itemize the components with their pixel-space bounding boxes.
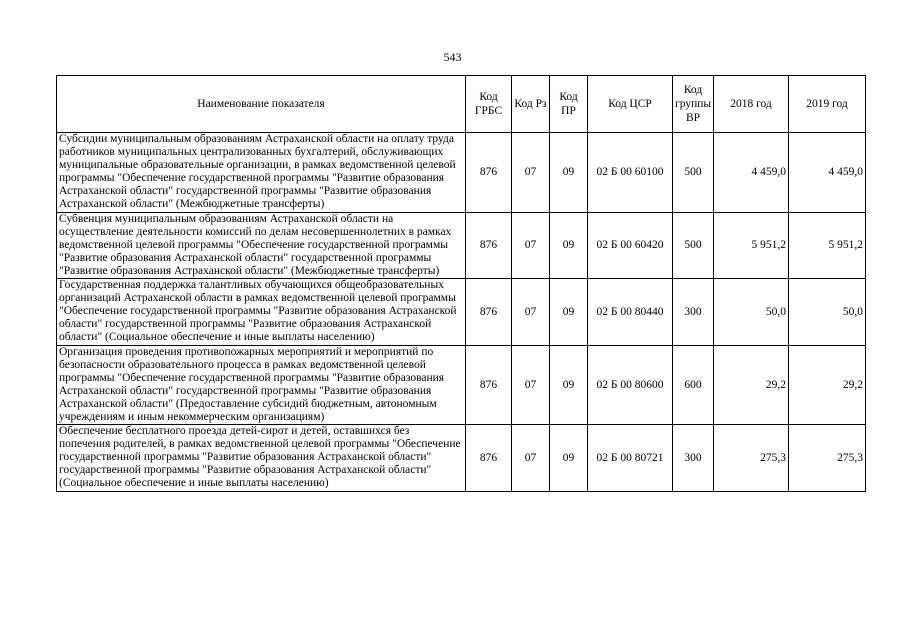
- row-pr: 09: [550, 133, 588, 213]
- row-vr: 300: [673, 279, 714, 345]
- row-grbs: 876: [466, 345, 512, 425]
- row-name: Субсидии муниципальным образованиям Астраханской области на оплату труда работников муниципальных централизованных бухгалтерий, обслуживающих муниципальные образовательные организации, в рамках ведомственной целевой программы "Обеспечение государственной программы "Развитие образования Астраханской области" государственной программы "Развитие образования Астраханской области" (Межбюджетные трансферты): [57, 133, 466, 213]
- row-grbs: 876: [466, 212, 512, 278]
- row-csr: 02 Б 00 60100: [588, 133, 673, 213]
- table-row: [57, 345, 866, 425]
- row-2019: 29,2: [789, 345, 866, 425]
- row-vr: 300: [673, 425, 714, 491]
- row-csr: 02 Б 00 60420: [588, 212, 673, 278]
- row-csr: 02 Б 00 80721: [588, 425, 673, 491]
- row-csr: 02 Б 00 80440: [588, 279, 673, 345]
- row-vr: 500: [673, 133, 714, 213]
- header-2018: 2018 год: [714, 76, 789, 133]
- row-vr: 600: [673, 345, 714, 425]
- header-rz: Код Рз: [512, 76, 550, 133]
- row-pr: 09: [550, 212, 588, 278]
- row-pr: 09: [550, 279, 588, 345]
- row-2018: 275,3: [714, 425, 789, 491]
- header-grbs: Код ГРБС: [466, 76, 512, 133]
- header-pr: Код ПР: [550, 76, 588, 133]
- row-pr: 09: [550, 345, 588, 425]
- row-pr: 09: [550, 425, 588, 491]
- header-name: Наименование показателя: [57, 76, 466, 133]
- row-grbs: 876: [466, 133, 512, 213]
- table-row: [57, 212, 866, 278]
- row-2018: 50,0: [714, 279, 789, 345]
- row-vr: 500: [673, 212, 714, 278]
- row-name: Государственная поддержка талантливых обучающихся общеобразовательных организаций Астраханской области в рамках ведомственной целевой программы "Обеспечение государственной программы "Развитие образования Астраханской области" государственной программы "Развитие образования Астраханской области" (Социальное обеспечение и иные выплаты населению): [57, 279, 466, 345]
- row-grbs: 876: [466, 425, 512, 491]
- row-2019: 5 951,2: [789, 212, 866, 278]
- row-2018: 29,2: [714, 345, 789, 425]
- row-name: Субвенция муниципальным образованиям Астраханской области на осуществление деятельности комиссий по делам несовершеннолетних в рамках ведомственной целевой программы "Обеспечение государственной программы "Развитие образования Астраханской области" государственной программы "Развитие образования Астраханской области" (Межбюджетные трансферты): [57, 212, 466, 278]
- row-name: Организация проведения противопожарных мероприятий и мероприятий по безопасности образовательного процесса в рамках ведомственной целевой программы "Обеспечение государственной программы "Развитие образования Астраханской области" государственной программы "Развитие образования Астраханской области" (Предоставление субсидий бюджетным, автономным учреждениям и иным некоммерческим организациям): [57, 345, 466, 425]
- budget-table: [56, 75, 866, 492]
- header-2019: 2019 год: [789, 76, 866, 133]
- row-rz: 07: [512, 133, 550, 213]
- header-csr: Код ЦСР: [588, 76, 673, 133]
- table-header-row: [57, 76, 866, 133]
- row-2019: 50,0: [789, 279, 866, 345]
- row-csr: 02 Б 00 80600: [588, 345, 673, 425]
- table-row: [57, 279, 866, 345]
- header-vr: Код группы ВР: [673, 76, 714, 133]
- table-row: [57, 133, 866, 213]
- row-rz: 07: [512, 425, 550, 491]
- row-2019: 275,3: [789, 425, 866, 491]
- row-2018: 5 951,2: [714, 212, 789, 278]
- page-number: 543: [443, 50, 462, 64]
- row-rz: 07: [512, 212, 550, 278]
- row-rz: 07: [512, 345, 550, 425]
- row-2019: 4 459,0: [789, 133, 866, 213]
- row-grbs: 876: [466, 279, 512, 345]
- row-rz: 07: [512, 279, 550, 345]
- row-name: Обеспечение бесплатного проезда детей-сирот и детей, оставшихся без попечения родителей, в рамках ведомственной целевой программы "Обеспечение государственной программы "Развитие образования Астраханской области" государственной программы "Развитие образования Астраханской области" (Социальное обеспечение и иные выплаты населению): [57, 425, 466, 491]
- table-row: [57, 425, 866, 491]
- row-2018: 4 459,0: [714, 133, 789, 213]
